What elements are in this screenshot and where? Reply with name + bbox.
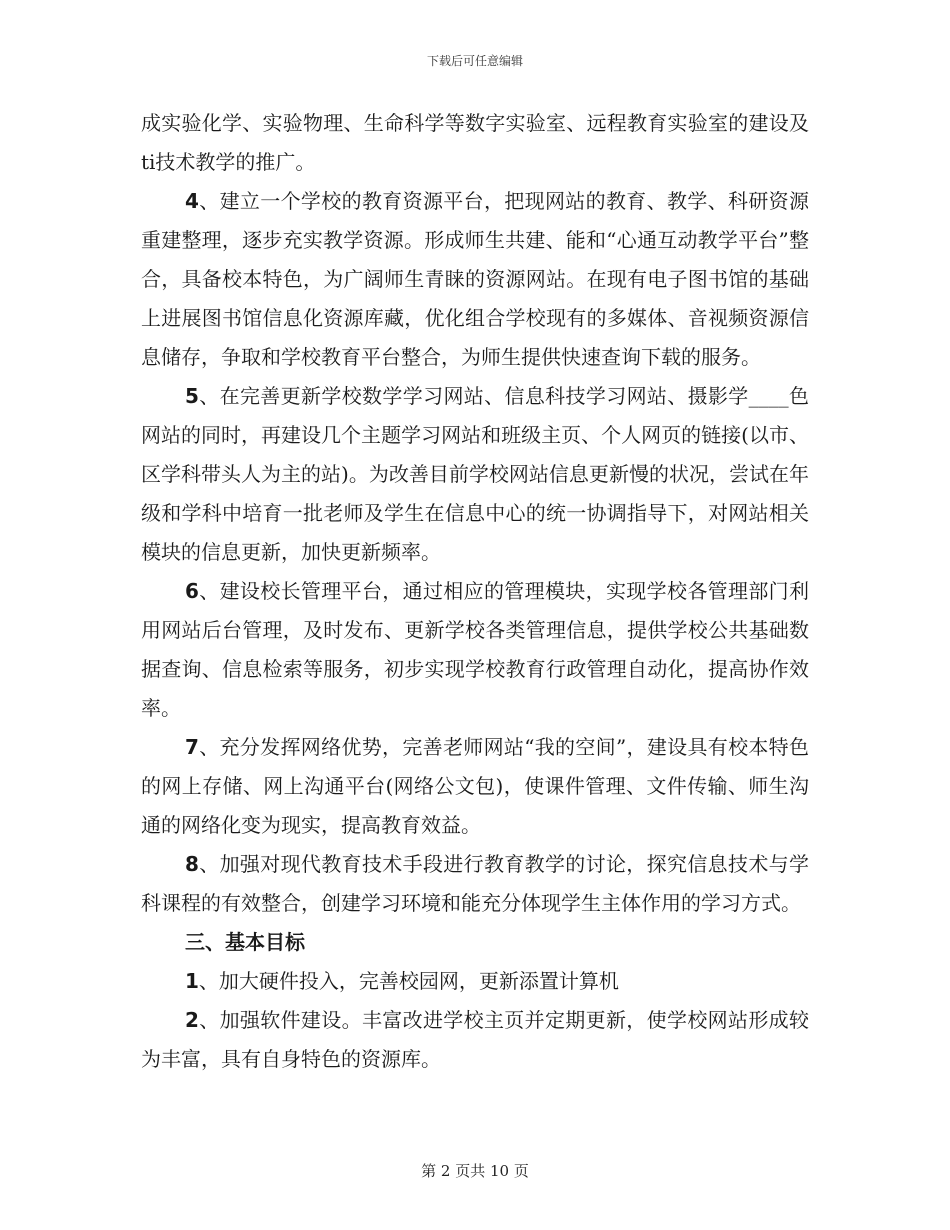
paragraph-text: 、加强软件建设。丰富改进学校主页并定期更新，使学校网站形成较为丰富，具有自身特色的资源库。 — [141, 1008, 809, 1071]
paragraph-text: 、建设校长管理平台，通过相应的管理模块，实现学校各管理部门利用网站后台管理，及时发布、更新学校各类管理信息，提供学校公共基础数据查询、信息检索等服务，初步实现学校教育行政管理自动化，提高协作效率。 — [141, 579, 809, 720]
item-number: 1 — [185, 969, 199, 993]
page-footer: 第 2 页共 10 页 — [421, 1162, 529, 1180]
paragraph-item-6 — [141, 572, 809, 728]
document-body — [141, 104, 809, 1079]
section-heading: 三、基本目标 — [185, 930, 305, 954]
paragraph-text: 、加强对现代教育技术手段进行教育教学的讨论，探究信息技术与学科课程的有效整合，创建学习环境和能充分体现学生主体作用的学习方式。 — [141, 852, 809, 915]
goal-item-1 — [141, 962, 809, 1001]
paragraph-text: 、加大硬件投入，完善校园网，更新添置计算机 — [198, 969, 619, 993]
paragraph-item-5 — [141, 377, 809, 572]
item-number: 5 — [185, 384, 199, 408]
item-number: 2 — [185, 1008, 199, 1032]
paragraph-continuation — [141, 104, 809, 182]
item-number: 4 — [185, 189, 199, 213]
item-number: 8 — [185, 852, 199, 876]
paragraph-item-4 — [141, 182, 809, 377]
paragraph-text: 、建立一个学校的教育资源平台，把现网站的教育、教学、科研资源重建整理，逐步充实教学资源。形成师生共建、能和“心通互动教学平台”整合，具备校本特色，为广阔师生青睐的资源网站。在现有电子图书馆的基础上进展图书馆信息化资源库藏，优化组合学校现有的多媒体、音视频资源信息储存，争取和学校教育平台整合，为师生提供快速查询下载的服务。 — [141, 189, 809, 369]
page-header: 下载后可任意编辑 — [426, 54, 523, 68]
item-number: 7 — [185, 735, 199, 759]
paragraph-item-7 — [141, 728, 809, 845]
goal-item-2 — [141, 1001, 809, 1079]
paragraph-text: 、在完善更新学校数学学习网站、信息科技学习网站、摄影学____色网站的同时，再建设几个主题学习网站和班级主页、个人网页的链接(以市、区学科带头人为主的站)。为改善目前学校网站信息更新慢的状况，尝试在年级和学科中培育一批老师及学生在信息中心的统一协调指导下，对网站相关模块的信息更新，加快更新频率。 — [141, 384, 809, 564]
item-number: 6 — [185, 579, 199, 603]
paragraph-text: 、充分发挥网络优势，完善老师网站“我的空间”，建设具有校本特色的网上存储、网上沟通平台(网络公文包)，使课件管理、文件传输、师生沟通的网络化变为现实，提高教育效益。 — [141, 735, 809, 837]
paragraph-item-8 — [141, 845, 809, 923]
paragraph-text: 成实验化学、实验物理、生命科学等数字实验室、远程教育实验室的建设及ti技术教学的推广。 — [141, 111, 809, 174]
